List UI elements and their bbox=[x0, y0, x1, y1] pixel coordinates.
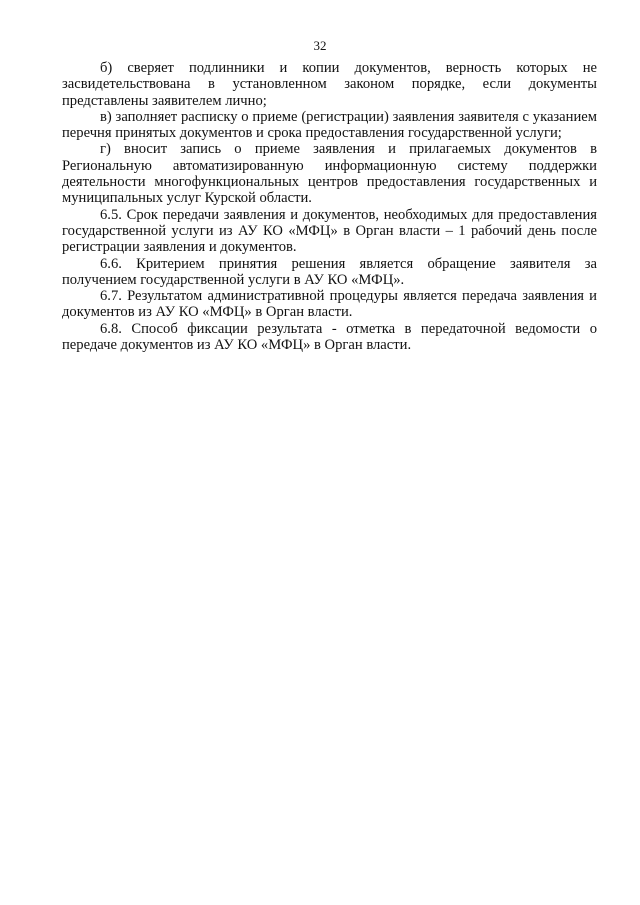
page-number: 32 bbox=[313, 38, 327, 53]
paragraph-6-6: 6.6. Критерием принятия решения является обращение заявителя за получением государственной услуги в АУ КО «МФЦ». bbox=[62, 255, 597, 288]
paragraph-6-7: 6.7. Результатом административной процедуры является передача заявления и документов из АУ КО «МФЦ» в Орган власти. bbox=[62, 288, 597, 321]
paragraph-item-b: б) сверяет подлинники и копии документов, верность которых не засвидетельствована в установленном законом порядке, если документы представлены заявителем лично; bbox=[62, 60, 597, 109]
paragraph-6-5: 6.5. Срок передачи заявления и документов, необходимых для предоставления государственной услуги из АУ КО «МФЦ» в Орган власти – 1 рабочий день после регистрации заявления и документов. bbox=[62, 206, 597, 256]
paragraph-item-v: в) заполняет расписку о приеме (регистрации) заявления заявителя с указанием перечня принятых документов и срока предоставления государственной услуги; bbox=[62, 108, 597, 142]
paragraph-item-g: г) вносит запись о приеме заявления и прилагаемых документов в Региональную автоматизированную информационную систему поддержки деятельности многофункциональных центров предоставления государственных и муниципальных услуг Курской области. bbox=[62, 141, 597, 207]
document-body bbox=[62, 60, 597, 353]
paragraph-6-8: 6.8. Способ фиксации результата - отметка в передаточной ведомости о передаче документов из АУ КО «МФЦ» в Орган власти. bbox=[62, 320, 597, 354]
